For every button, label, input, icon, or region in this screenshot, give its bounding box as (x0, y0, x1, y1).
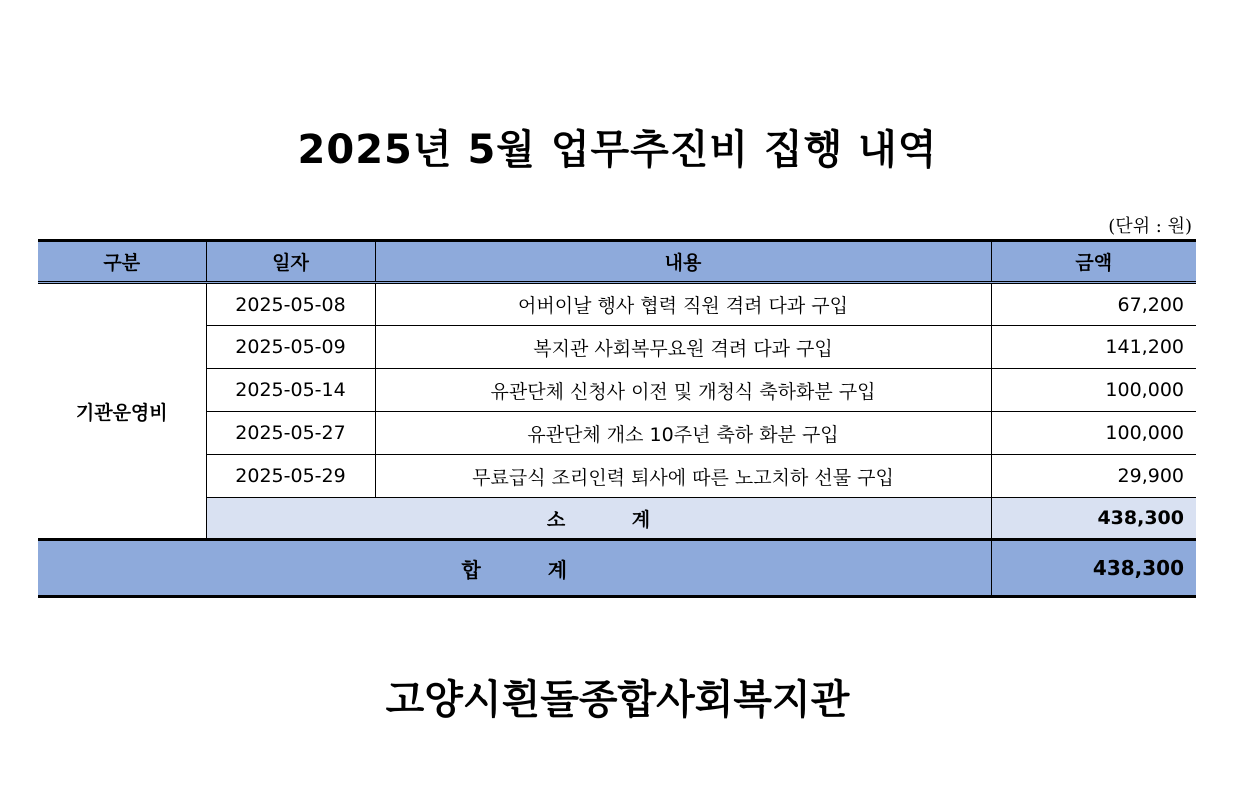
description-cell: 유관단체 신청사 이전 및 개청식 축하화분 구입 (375, 369, 991, 412)
amount-cell: 100,000 (991, 369, 1196, 412)
amount-cell: 141,200 (991, 326, 1196, 369)
description-cell: 어버이날 행사 협력 직원 격려 다과 구입 (375, 283, 991, 326)
total-label (38, 540, 991, 597)
document-title: 2025년 5월 업무추진비 집행 내역 (297, 127, 938, 173)
description-cell: 무료급식 조리인력 퇴사에 따른 노고치하 선물 구입 (375, 455, 991, 498)
subtotal-label (206, 498, 991, 540)
table-row (38, 369, 1196, 412)
subtotal-label-text: 소 계 (546, 508, 651, 531)
amount-cell: 100,000 (991, 412, 1196, 455)
subtotal-amount: 438,300 (991, 498, 1196, 540)
date-cell: 2025-05-14 (206, 369, 375, 412)
total-label-text: 합 계 (461, 557, 568, 582)
description-cell: 유관단체 개소 10주년 축하 화분 구입 (375, 412, 991, 455)
table-row (38, 455, 1196, 498)
amount-cell: 67,200 (991, 283, 1196, 326)
unit-note: (단위 : 원) (1108, 216, 1192, 237)
table-row (38, 326, 1196, 369)
category-cell: 기관운영비 (38, 283, 206, 540)
table-row (38, 412, 1196, 455)
date-cell: 2025-05-29 (206, 455, 375, 498)
table-header-row (38, 241, 1196, 283)
description-cell: 복지관 사회복무요원 격려 다과 구입 (375, 326, 991, 369)
expense-table (38, 239, 1196, 598)
total-row (38, 540, 1196, 597)
table-row (38, 283, 1196, 326)
amount-cell: 29,900 (991, 455, 1196, 498)
total-amount: 438,300 (991, 540, 1196, 597)
date-cell: 2025-05-08 (206, 283, 375, 326)
header-category: 구분 (38, 241, 206, 283)
header-description: 내용 (375, 241, 991, 283)
header-amount: 금액 (991, 241, 1196, 283)
organization-name: 고양시흰돌종합사회복지관 (385, 677, 850, 723)
date-cell: 2025-05-27 (206, 412, 375, 455)
header-date: 일자 (206, 241, 375, 283)
subtotal-row (38, 498, 1196, 540)
date-cell: 2025-05-09 (206, 326, 375, 369)
